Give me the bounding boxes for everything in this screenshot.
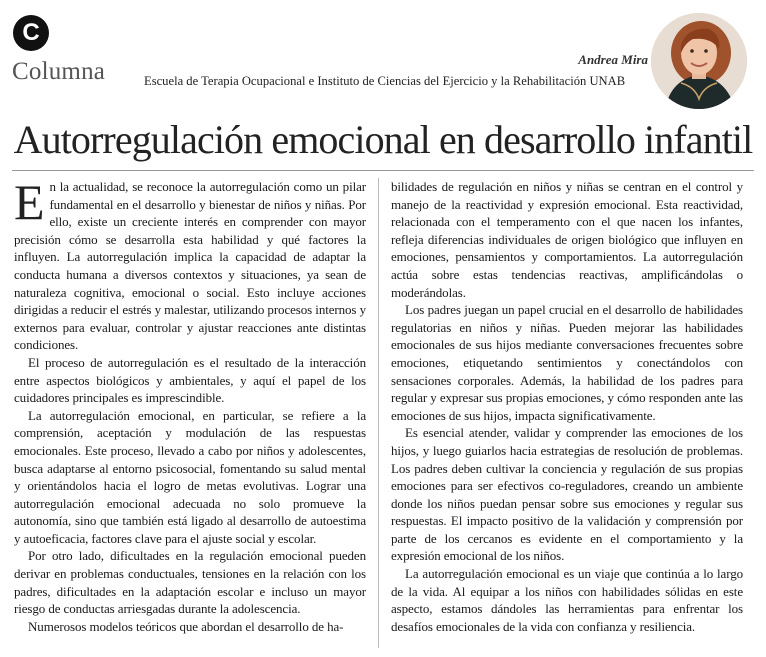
- article-column-left: [14, 174, 366, 635]
- dropcap: E: [14, 174, 45, 230]
- column-divider: [378, 178, 379, 648]
- paragraph: Numerosos modelos teóricos que abordan el desarrollo de ha-: [28, 618, 344, 634]
- portrait-illustration: [651, 13, 747, 109]
- paragraph: Por otro lado, dificultades en la regulación emocional pueden derivar en problemas conductuales, tensiones en la relación con los padres, dificultades en la adaptación escolar e incluso un mayor riesgo de conductas arriesgadas durante la adolescencia.: [14, 548, 366, 617]
- title-divider: [12, 170, 754, 171]
- article-title: Autorregulación emocional en desarrollo infantil: [13, 117, 753, 162]
- author-affiliation: Escuela de Terapia Ocupacional e Instituto de Ciencias del Ejercicio y la Rehabilitación UNAB: [144, 74, 626, 88]
- paragraph: La autorregulación emocional, en particular, se refiere a la comprensión, aceptación y modulación de las respuestas emocionales. Este proceso, llevado a cabo por niños y adolescentes, busca adaptarse al entorno psicosocial, fomentando su salud mental y orientándolos hacia el logro de metas evolutivas. Lograr una autorregulación emocional adecuada no solo promueve la autonomía, sino que también está ligado al desarrollo de autoestima y autoeficacia, factores clave para el ajuste social y escolar.: [14, 407, 366, 546]
- paragraph: Los padres juegan un papel crucial en el desarrollo de habilidades regulatorias en niños y niñas. Pueden mejorar las habilidades emocionales de sus hijos mediante conversaciones frecuentes sobre emociones, etiquetando sentimientos y conectándolos con sensaciones corporales. Además, la habilidad de los padres para regular y expresar sus propias emociones, y cómo responden ante las emociones de sus hijos, impacta significativamente.: [391, 302, 743, 423]
- paragraph: El proceso de autorregulación es el resultado de la interacción entre aspectos biológicos y ambientales, y aquí el papel de los cuidadores principales es imprescindible.: [14, 354, 366, 406]
- article-column-right: [391, 178, 743, 635]
- author-portrait-photo: [651, 13, 747, 109]
- paragraph: Es esencial atender, validar y comprender las emociones de los hijos, y luego guiarlos hacia estrategias de resolución de problemas. Los padres deben cultivar la conciencia y regulación de sus propias emociones para ser efectivos co-reguladores, creando un ambiente donde los niños puedan pensar sobre sus emociones y regular sus respuestas. El impacto positivo de la validación y comprensión por parte de los cercanos es evidente en el comportamiento y la expresión emocional de los niños.: [391, 425, 743, 564]
- section-label: Columna: [12, 58, 106, 85]
- paragraph: [14, 174, 366, 354]
- column-badge-icon: C: [13, 15, 49, 51]
- author-name: Andrea Mira: [578, 52, 648, 67]
- paragraph-text: n la actualidad, se reconoce la autorregulación como un pilar fundamental en el desarrollo y bienestar de niños y niñas. Por ello, existe un creciente interés en comprender con mayor precisión cómo se desarrolla esta habilidad y qué factores la influyen. La autorregulación implica la capacidad de adaptar la conducta humana a diversos contextos y situaciones, ya sean de naturaleza cognitiva, emocional o social. Esto incluye acciones dirigidas a reducir el estrés y malestar, utilizando procesos internos y externos para evaluar, controlar y ajustar reacciones ante distintas condiciones.: [14, 179, 366, 353]
- paragraph: bilidades de regulación en niños y niñas se centran en el control y manejo de la reactividad y expresión emocional. Esta reactividad, relacionada con el temperamento con el que nacen los infantes, refleja diferencias individuales de origen biológico que influyen en emociones, pensamientos y comportamientos. La autorregulación actúa sobre estas tendencias reactivas, amplificándolas o moderándolas.: [391, 179, 743, 300]
- paragraph: La autorregulación emocional es un viaje que continúa a lo largo de la vida. Al equipar a los niños con habilidades sólidas en este aspecto, estamos dándoles las herramientas para enfrentar los desafíos emocionales de la vida con confianza y resiliencia.: [391, 566, 743, 634]
